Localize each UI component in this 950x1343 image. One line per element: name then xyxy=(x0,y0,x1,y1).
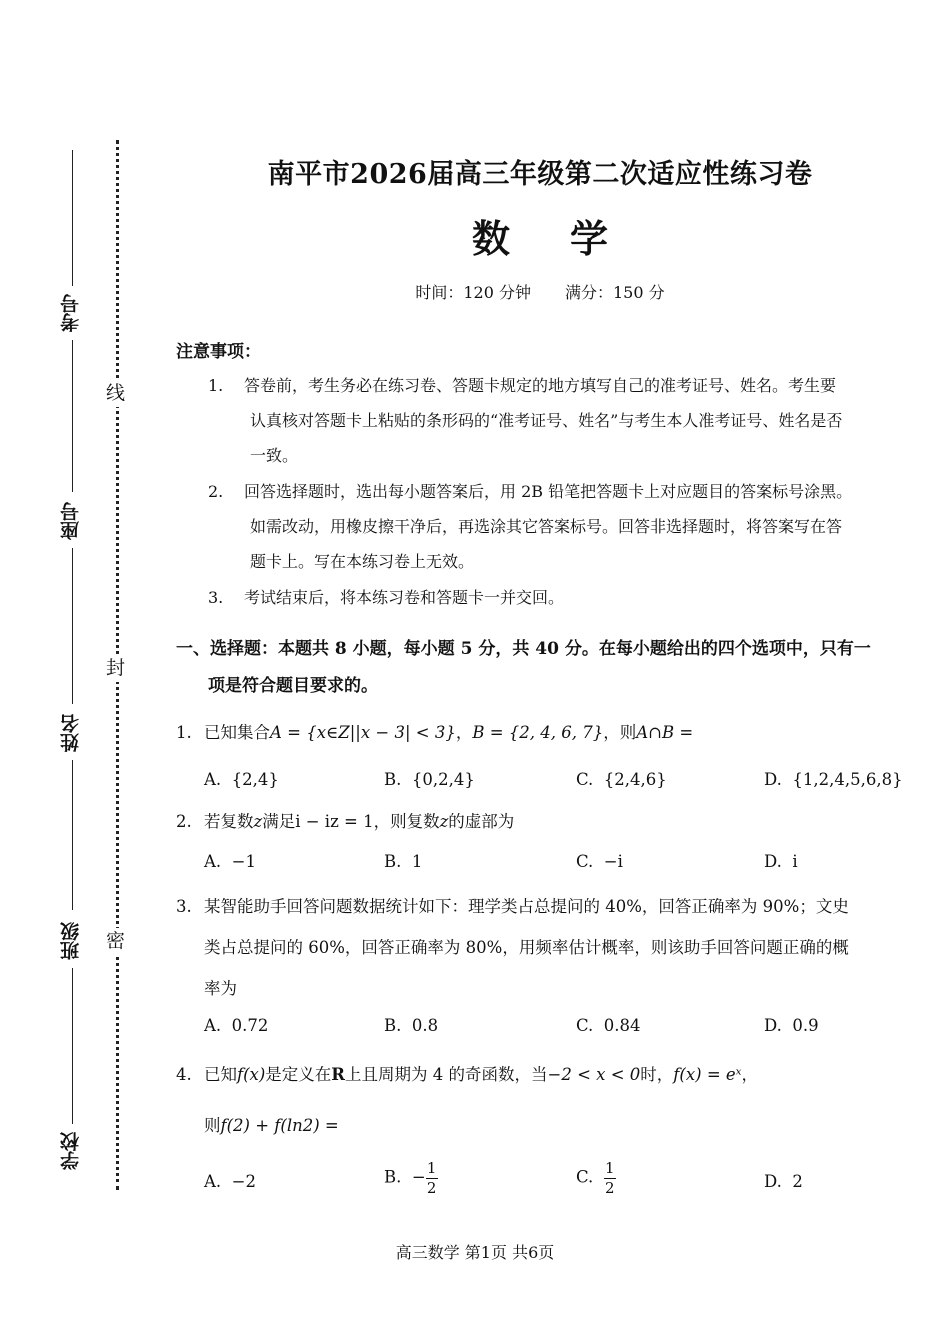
notice-item-3 xyxy=(208,580,898,615)
page-footer: 高三数学 第1页 共6页 xyxy=(395,1243,555,1262)
question-number: 4. xyxy=(176,1065,192,1084)
question-text: 率为 xyxy=(204,979,237,998)
time-info xyxy=(180,280,900,303)
option-value: {0,2,4} xyxy=(411,770,475,789)
q4-option-c[interactable] xyxy=(576,1160,616,1196)
question-text: 已知集合 xyxy=(204,723,270,742)
question-text: 则 xyxy=(204,1116,221,1135)
math-expr: −2 < x < 0 xyxy=(547,1065,641,1084)
seal-char-feng: 封 xyxy=(106,655,125,682)
q1-option-b[interactable] xyxy=(384,770,475,789)
question-text: ，则 xyxy=(603,723,637,742)
q1-option-c[interactable] xyxy=(576,770,667,789)
q2-option-c[interactable] xyxy=(576,852,623,871)
option-value: 0.84 xyxy=(603,1016,641,1035)
question-number: 3. xyxy=(176,897,192,916)
option-value: 2 xyxy=(792,1172,803,1191)
option-label: D. xyxy=(764,1016,782,1035)
notice-num: 1. xyxy=(208,376,224,395)
option-label: C. xyxy=(576,770,594,789)
question-text: ， xyxy=(455,723,473,742)
question-number: 1. xyxy=(176,723,192,742)
school-rule xyxy=(72,968,73,1124)
section-heading-line1: 一、选择题：本题共 8 小题，每小题 5 分，共 40 分。在每小题给出的四个选项中，只有一 xyxy=(176,639,871,659)
math-expr: f(x) = eˣ xyxy=(673,1065,742,1084)
option-label: A. xyxy=(204,1172,222,1191)
question-3 xyxy=(176,886,898,1009)
option-value: i xyxy=(792,852,798,871)
option-label: B. xyxy=(384,1016,402,1035)
math-expr: f(2) + f(ln2) = xyxy=(220,1116,339,1135)
class-rule xyxy=(72,760,73,910)
question-4 xyxy=(176,1055,898,1095)
option-label: C. xyxy=(576,1016,594,1035)
q3-option-a[interactable] xyxy=(204,1016,268,1035)
notice-text: 答卷前，考生务必在练习卷、答题卡规定的地方填写自己的准考证号、姓名。考生要 xyxy=(244,376,837,395)
option-label: C. xyxy=(576,1167,594,1187)
option-sign: − xyxy=(411,1167,426,1187)
option-value: {2,4,6} xyxy=(603,770,667,789)
exam-title: 南平市2026届高三年级第二次适应性练习卷 xyxy=(267,159,813,190)
option-label: D. xyxy=(764,770,782,789)
subject-title: 数学 xyxy=(471,216,668,261)
question-text: 时， xyxy=(640,1065,674,1084)
question-text: ， xyxy=(741,1065,759,1084)
question-text: ，则复数 xyxy=(373,812,440,831)
question-text: 某智能助手回答问题数据统计如下：理学类占总提问的 40%，回答正确率为 90%；文史 xyxy=(204,897,849,916)
option-value: 0.72 xyxy=(231,1016,269,1035)
option-value: {1,2,4,5,6,8} xyxy=(792,770,903,789)
option-label: B. xyxy=(384,1167,402,1187)
school-label: 学校 xyxy=(62,1128,81,1174)
option-value: −1 xyxy=(231,852,256,871)
option-label: C. xyxy=(576,852,594,871)
seat-number-label: 座号 xyxy=(62,498,81,544)
q3-option-c[interactable] xyxy=(576,1016,641,1035)
math-expr: R xyxy=(331,1065,346,1084)
option-value: 0.9 xyxy=(792,1016,819,1035)
option-label: A. xyxy=(204,1016,222,1035)
notice-text: 认真核对答题卡上粘贴的条形码的“准考证号、姓名”与考生本人准考证号、姓名是否 xyxy=(250,411,843,430)
q1-option-a[interactable] xyxy=(204,770,279,789)
seal-char-xian: 线 xyxy=(106,380,125,407)
question-2 xyxy=(176,802,898,842)
math-expr: z xyxy=(253,812,263,831)
q3-option-b[interactable] xyxy=(384,1016,438,1035)
notice-text: 题卡上。写在本练习卷上无效。 xyxy=(250,552,475,571)
math-expr: f(x) xyxy=(237,1065,266,1084)
option-fraction xyxy=(604,1160,616,1196)
q4-option-a[interactable] xyxy=(204,1172,256,1191)
full-score: 满分：150 分 xyxy=(565,283,665,302)
math-expr: i − iz = 1 xyxy=(295,812,374,831)
option-value: 1 xyxy=(411,852,423,871)
math-expr: B = {2, 4, 6, 7} xyxy=(472,723,604,742)
q2-option-a[interactable] xyxy=(204,852,256,871)
q1-option-d[interactable] xyxy=(764,770,903,789)
name-label: 姓名 xyxy=(62,710,81,756)
section-heading xyxy=(176,631,896,705)
notice-heading: 注意事项： xyxy=(176,342,261,362)
q4-option-b[interactable] xyxy=(384,1160,438,1196)
question-number: 2. xyxy=(176,812,192,831)
notice-num: 3. xyxy=(208,588,224,607)
question-1 xyxy=(176,713,898,753)
exam-number-label: 考号 xyxy=(62,290,81,336)
option-label: D. xyxy=(764,1172,782,1191)
section-heading-line2: 项是符合题目要求的。 xyxy=(208,676,378,696)
question-4-line2 xyxy=(176,1106,898,1146)
notice-num: 2. xyxy=(208,482,224,501)
option-fraction xyxy=(426,1160,438,1196)
question-text: 上且周期为 4 的奇函数，当 xyxy=(345,1065,548,1084)
q2-option-b[interactable] xyxy=(384,852,422,871)
option-label: D. xyxy=(764,852,782,871)
question-text: 类占总提问的 60%，回答正确率为 80%，用频率估计概率，则该助手回答问题正确的概 xyxy=(204,938,849,957)
option-value: 0.8 xyxy=(411,1016,439,1035)
math-expr: z xyxy=(439,812,449,831)
option-value: {2,4} xyxy=(231,770,279,789)
question-text: 若复数 xyxy=(204,812,254,831)
option-label: A. xyxy=(204,770,222,789)
name-rule xyxy=(72,548,73,704)
math-expr: A∩B = xyxy=(636,723,694,742)
seat-number-rule xyxy=(72,340,73,492)
option-value: −2 xyxy=(231,1172,256,1191)
fraction-denominator: 2 xyxy=(426,1178,437,1197)
option-label: A. xyxy=(204,852,222,871)
notice-item-2 xyxy=(208,474,898,579)
seal-char-mi: 密 xyxy=(106,928,125,955)
exam-number-rule xyxy=(72,150,73,286)
class-label: 班级 xyxy=(62,918,81,964)
math-expr: A = {x∈Z||x − 3| < 3} xyxy=(270,723,456,742)
notice-text: 如需改动，用橡皮擦干净后，再选涂其它答案标号。回答非选择题时，将答案写在答 xyxy=(250,517,843,536)
fraction-denominator: 2 xyxy=(605,1178,615,1197)
question-text: 已知 xyxy=(204,1065,237,1084)
q2-option-d[interactable] xyxy=(764,852,798,871)
question-text: 是定义在 xyxy=(265,1065,332,1084)
option-value: −i xyxy=(603,852,623,871)
time-limit: 时间：120 分钟 xyxy=(415,283,531,302)
notice-text: 考试结束后，将本练习卷和答题卡一并交回。 xyxy=(244,588,565,607)
fraction-numerator: 1 xyxy=(605,1159,615,1177)
option-label: B. xyxy=(384,852,402,871)
notice-item-1 xyxy=(208,368,898,473)
question-text: 的虚部为 xyxy=(448,812,515,831)
question-text: 满足 xyxy=(262,812,296,831)
notice-text: 一致。 xyxy=(250,446,299,465)
q3-option-d[interactable] xyxy=(764,1016,819,1035)
q4-option-d[interactable] xyxy=(764,1172,803,1191)
option-label: B. xyxy=(384,770,402,789)
notice-text: 回答选择题时，选出每小题答案后，用 2B 铅笔把答题卡上对应题目的答案标号涂黑。 xyxy=(244,482,853,501)
fraction-numerator: 1 xyxy=(426,1159,437,1177)
